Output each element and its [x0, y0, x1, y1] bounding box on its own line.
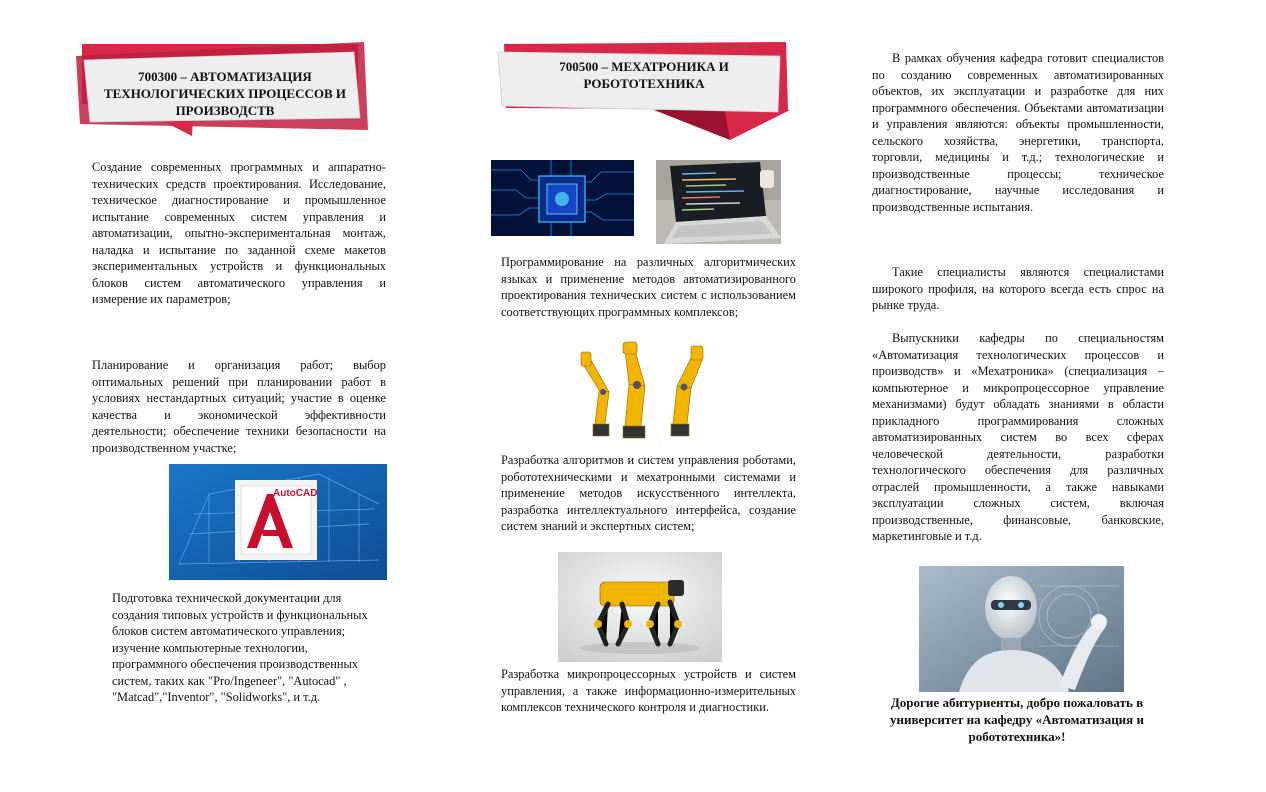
- middle-banner-title: 700500 – МЕХАТРОНИКА И РОБОТОТЕХНИКА: [559, 59, 729, 91]
- autocad-image: [169, 464, 387, 580]
- robot-arms-image: [579, 338, 719, 440]
- middle-banner: [494, 40, 794, 142]
- laptop-image: [656, 160, 781, 244]
- autocad-logo-text: AutoCAD: [273, 488, 318, 499]
- closing-greeting: Дорогие абитуриенты, добро пожаловать в университет на кафедру «Автоматизация и робототехника»!: [890, 695, 1144, 744]
- right-para-1: В рамках обучения кафедра готовит специалистов по созданию современных автоматизированных объектов, их эксплуатации и разработке для них программного обеспечения. Объектами автоматизации и управления являются: объекты промышленности, сельского хозяйства, энергетики, транспорта, торговли, медицины и т.д.; технологические и производственные процессы; техническое диагностирование, научные исследования и производственные испытания.: [872, 51, 1164, 214]
- left-para-2: Планирование и организация работ; выбор оптимальных решений при планировании работ в условиях нестандартных ситуаций; участие в оценке качества и экономической эффективности деятельности; обеспечение техники безопасности на производственном участке;: [92, 358, 386, 455]
- left-para-3: Подготовка технической документации для создания типовых устройств и функциональных блоков систем автоматического управления; изучение компьютерные технологии, программного обеспечения производственных систем, таких как "Pro/Ingeneer", "Autocad" , "Matcad","Inventor", "Solidworks", и т.д.: [112, 591, 368, 704]
- middle-para-3: Разработка микропроцессорных устройств и систем управления, а также информационно-измерительных комплексов технического контроля и диагностики.: [501, 667, 796, 714]
- middle-para-1: Программирование на различных алгоритмических языках и применение методов автоматизированного проектирования технических систем с использованием соответствующих программных комплексов;: [501, 255, 796, 319]
- humanoid-robot-image: [919, 566, 1124, 692]
- middle-para-2: Разработка алгоритмов и систем управления роботами, робототехническими и мехатронными системами и применение методов искусственного интеллекта, разработка интеллектуального интерфейса, создание систем знаний и экспертных систем;: [501, 453, 796, 533]
- left-para-1: Создание современных программных и аппаратно-технических средств проектирования. Исследование, техническое диагностирование и промышленное испытание современных систем управления и автоматизации, опытно-экспериментальная монтаж, наладка и испытание по заданной схеме макетов экспериментальных устройств и функциональных блоков систем автоматического управления и измерение их параметров;: [92, 160, 386, 306]
- robot-dog-image: [558, 552, 722, 662]
- left-banner: [74, 38, 374, 140]
- right-para-3: Выпускники кафедры по специальностям «Автоматизация технологических процессов и производств» и «Мехатроника» (специализация – компьютерное и микропроцессорное управление механизмами) будут обладать знаниями в области прикладного программирования сложных автоматизированных систем во всех сферах человеческой деятельности, разработки технологического обеспечения для различных отраслей промышленности, а также навыками эксплуатации сложных систем, включая производственные, финансовые, банковские, маркетинговые и т.д.: [872, 331, 1164, 543]
- right-para-2: Такие специалисты являются специалистами широкого профиля, на которого всегда есть спрос на рынке труда.: [872, 265, 1164, 312]
- left-banner-title: 700300 – АВТОМАТИЗАЦИЯ ТЕХНОЛОГИЧЕСКИХ ПРОЦЕССОВ И ПРОИЗВОДСТВ: [103, 69, 347, 118]
- circuit-chip-image: [491, 160, 634, 236]
